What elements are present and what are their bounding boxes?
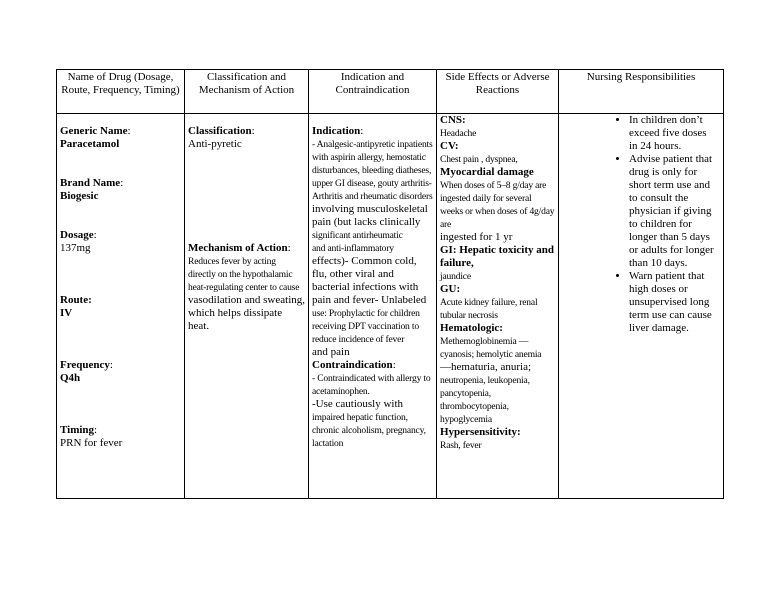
gi-text: jaundice [440, 271, 471, 282]
drug-name-cell: Generic Name: Paracetamol Brand Name: Biogesic Dosage: 137mg Route: IV Frequency: Q4h Timing: PRN for fever [57, 114, 185, 499]
indication-text-3: pain (but lacks clinically [312, 216, 421, 228]
classification-label: Classification [188, 125, 252, 137]
myocardial-label: Myocardial damage [440, 166, 534, 178]
gi-label: GI: Hepatic toxicity and failure, [440, 244, 554, 269]
myocardial-text: When doses of 5–8 g/day are ingested daily for several weeks or when doses of 4g/day are [440, 180, 555, 230]
cv-label: CV: [440, 140, 459, 152]
side-effects-cell [437, 114, 559, 499]
hematologic-text-3: neutropenia, leukopenia, pancytopenia, thrombocytopenia, hypoglycemia [440, 375, 530, 425]
hematologic-text-1: Methemoglobinemia —cyanosis; hemolytic anemia [440, 336, 542, 360]
hypersensitivity-label: Hypersensitivity: [440, 426, 521, 438]
timing-value: PRN for fever [60, 437, 123, 449]
classification-value: Anti-pyretic [188, 138, 242, 150]
moa-text-small: Reduces fever by acting directly on the hypothalamic heat-regulating center to cause [188, 256, 300, 293]
nursing-cell [559, 114, 724, 499]
indication-text-1: - Analgesic-antipyretic inpatients with aspirin allergy, hemostatic disturbances, bleeding diatheses, upper GI disease, gouty arthritis- Arthritis and rheumatic disorders [312, 139, 433, 202]
nursing-list [559, 114, 717, 335]
header-row [57, 70, 724, 114]
cns-label: CNS: [440, 114, 466, 126]
indication-text-2: involving musculoskeletal [312, 203, 428, 215]
contraindication-text-2: -Use cautiously with [312, 398, 404, 410]
dosage-label: Dosage [60, 229, 94, 241]
indication-cell: Indication: - Analgesic-antipyretic inpatients with aspirin allergy, hemostatic disturbances, bleeding diatheses, upper GI disease, gouty arthritis- Arthritis and rheumatic disorders involving musculoskeletal pain (but lacks clinically significant antirheumatic and anti-inflammatory effects)- Common cold, flu, other viral and bacterial infections with pain and fever- Unlabeled use: Prophylactic for children receiving DPT vaccination to reduce incidence of fever and pain Contraindication: - Contraindicated with allergy to acetaminophen. -Use cautiously with impaired hepatic function, chronic alcoholism, pregnancy, lactation [309, 114, 437, 499]
frequency-value: Q4h [60, 372, 81, 384]
indication-text-8: and pain [312, 346, 350, 358]
indication-text-4: significant antirheumatic [312, 230, 403, 241]
brand-name-value: Biogesic [60, 190, 99, 202]
route-value: IV [60, 307, 73, 319]
brand-name-label: Brand Name [60, 177, 121, 189]
hypersensitivity-text: Rash, fever [440, 440, 482, 451]
hematologic-label: Hematologic: [440, 322, 503, 334]
frequency-label: Frequency [60, 359, 110, 371]
indication-text-6: effects)- Common cold, flu, other viral and bacterial infections with pain and fever- Unlabeled [312, 255, 427, 306]
myocardial-text-2: ingested for 1 yr [440, 231, 513, 243]
generic-name-label: Generic Name [60, 125, 128, 137]
indication-text-7: use: Prophylactic for children receiving DPT vaccination to reduce incidence of fever [312, 308, 420, 345]
drug-study-table [56, 69, 724, 499]
nursing-item: • Warn patient that high doses or unsupervised long term use can cause liver damage. [629, 270, 717, 335]
drug-row [57, 114, 724, 499]
moa-label: Mechanism of Action [188, 242, 288, 254]
nursing-item: • Advise patient that drug is only for short term use and to consult the physician if giving to children for longer than 5 days or adults for longer than 10 days. [629, 153, 717, 270]
timing-label: Timing [60, 424, 95, 436]
contraindication-label: Contraindication [312, 359, 393, 371]
gu-label: GU: [440, 283, 461, 295]
indication-label: Indication [312, 125, 361, 137]
moa-text: vasodilation and sweating, which helps dissipate heat. [188, 294, 306, 332]
contraindication-text-1: - Contraindicated with allergy to acetaminophen. [312, 373, 431, 397]
hematologic-text-2: —hematuria, anuria; [440, 361, 532, 373]
generic-name-value: Paracetamol [60, 138, 120, 150]
nursing-item: • In children don’t exceed five doses in 24 hours. [629, 114, 717, 153]
cv-text: Chest pain , dyspnea, [440, 154, 518, 165]
indication-text-5: and anti-inflammatory [312, 243, 394, 254]
route-label: Route: [60, 294, 92, 306]
contraindication-text-3: impaired hepatic function, chronic alcoholism, pregnancy, lactation [312, 412, 426, 449]
header-classification: Classification and Mechanism of Action [185, 70, 309, 114]
dosage-value: 137mg [60, 242, 91, 254]
header-side-effects: Side Effects or Adverse Reactions [437, 70, 559, 114]
header-indication: Indication and Contraindication [309, 70, 437, 114]
header-name-of-drug: Name of Drug (Dosage, Route, Frequency, Timing) [57, 70, 185, 114]
cns-text: Headache [440, 128, 477, 139]
classification-cell: Classification: Anti-pyretic Mechanism of Action: Reduces fever by acting directly on the hypothalamic heat-regulating center to cause vasodilation and sweating, which helps dissipate heat. [185, 114, 309, 499]
header-nursing: Nursing Responsibilities [559, 70, 724, 114]
gu-text: Acute kidney failure, renal tubular necrosis [440, 297, 538, 321]
